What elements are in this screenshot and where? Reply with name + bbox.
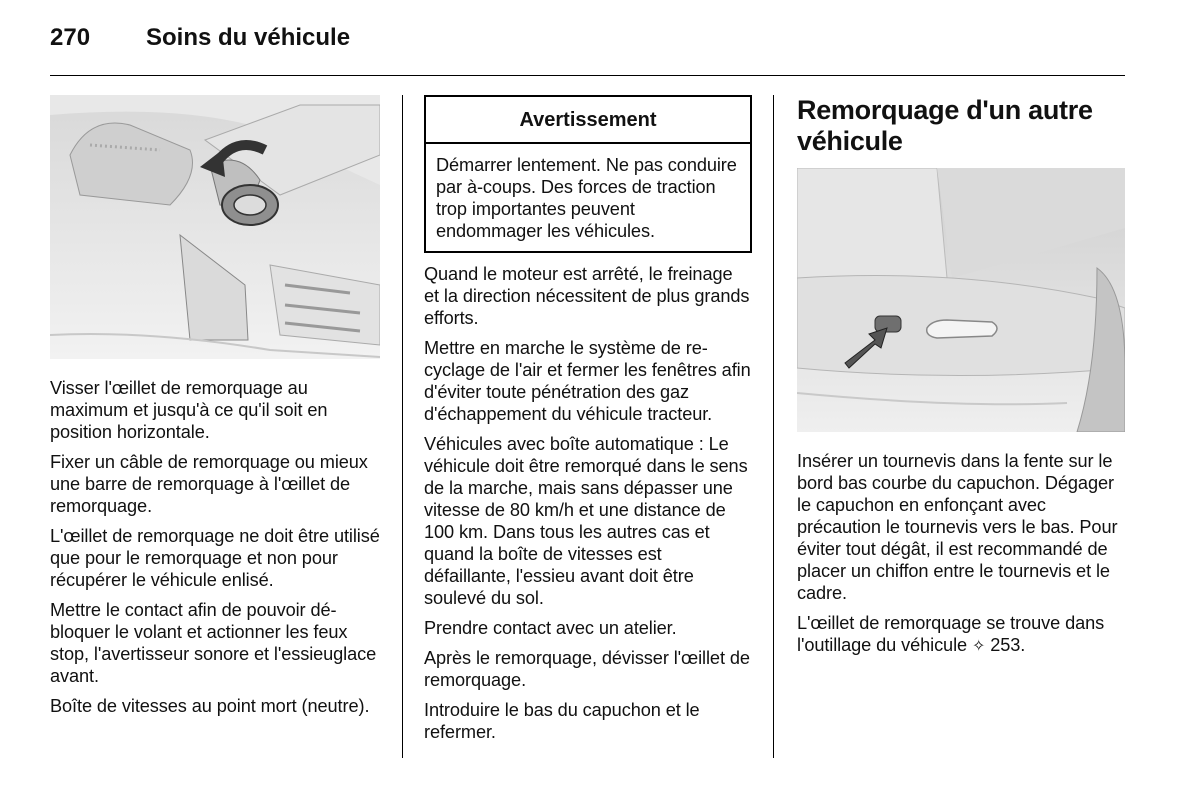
paragraph: Visser l'œillet de remorquage au maximum et jusqu'à ce qu'il soit en position horizontale. xyxy=(50,378,328,442)
paragraph: Véhicules avec boîte automatique : Le véhicule doit être remorqué dans le sens de la marche, mais sans dépasser une vitesse de 80 km/h et une distance de 100 km. Dans tous les autres cas et quand la boîte de vitesses est défaillante, l'essieu avant doit être soulevé du sol. xyxy=(424,434,748,608)
warning-title: Avertissement xyxy=(426,97,750,144)
page-reference-icon: ✧ xyxy=(971,638,986,655)
page-reference[interactable]: 253. xyxy=(990,635,1026,655)
paragraph: Boîte de vitesses au point mort (neutre). xyxy=(50,696,370,716)
paragraph: Introduire le bas du capuchon et le refermer. xyxy=(424,700,700,742)
paragraph: Mettre le contact afin de pouvoir débloquer le volant et actionner les feux stop, l'avertisseur sonore et l'essieuglace avant. xyxy=(50,600,377,686)
paragraph: L'œillet de remorquage ne doit être utilisé que pour le remorquage et non pour récupérer le véhicule enlisé. xyxy=(50,526,380,590)
paragraph: Fixer un câble de remorquage ou mieux une barre de remorquage à l'œillet de remorquage. xyxy=(50,452,368,516)
paragraph: Prendre contact avec un atelier. xyxy=(424,618,677,638)
paragraph: Insérer un tournevis dans la fente sur le bord bas courbe du capuchon. Dégager le capuchon en enfonçant avec précaution le tournevis vers le bas. Pour éviter tout dégât, il est recommandé de placer un chiffon entre le tournevis et le cadre. xyxy=(797,451,1118,603)
paragraph: Après le remorquage, dévisser l'œillet de remorquage. xyxy=(424,648,750,690)
column-3 xyxy=(797,95,1125,666)
warning-box xyxy=(424,95,752,253)
section-title: Soins du véhicule xyxy=(146,24,351,51)
paragraph: Quand le moteur est arrêté, le freinage et la direction nécessitent de plus grands efforts. xyxy=(424,264,750,328)
column-1 xyxy=(50,95,380,725)
page-number: 270 xyxy=(50,24,91,51)
header-rule xyxy=(50,75,1125,76)
column-divider xyxy=(402,95,403,758)
paragraph-with-reference xyxy=(797,612,1125,658)
tow-eye-screw-in-illustration xyxy=(50,95,380,359)
column-2 xyxy=(424,95,752,751)
section-heading: Remorquage d'un autre véhicule xyxy=(797,95,1093,156)
rear-bumper-cap-illustration xyxy=(797,168,1125,432)
warning-text: Démarrer lentement. Ne pas conduire par à-coups. Des forces de traction trop importantes peuvent endommager les véhicules. xyxy=(436,155,737,241)
paragraph: Mettre en marche le système de recyclage de l'air et fermer les fenêtres afin d'éviter toute pénétration des gaz d'échappement du véhicule tracteur. xyxy=(424,338,751,424)
reference-text: L'œillet de remorquage se trouve dans l'outillage du véhicule xyxy=(797,613,1105,655)
column-divider xyxy=(773,95,774,758)
